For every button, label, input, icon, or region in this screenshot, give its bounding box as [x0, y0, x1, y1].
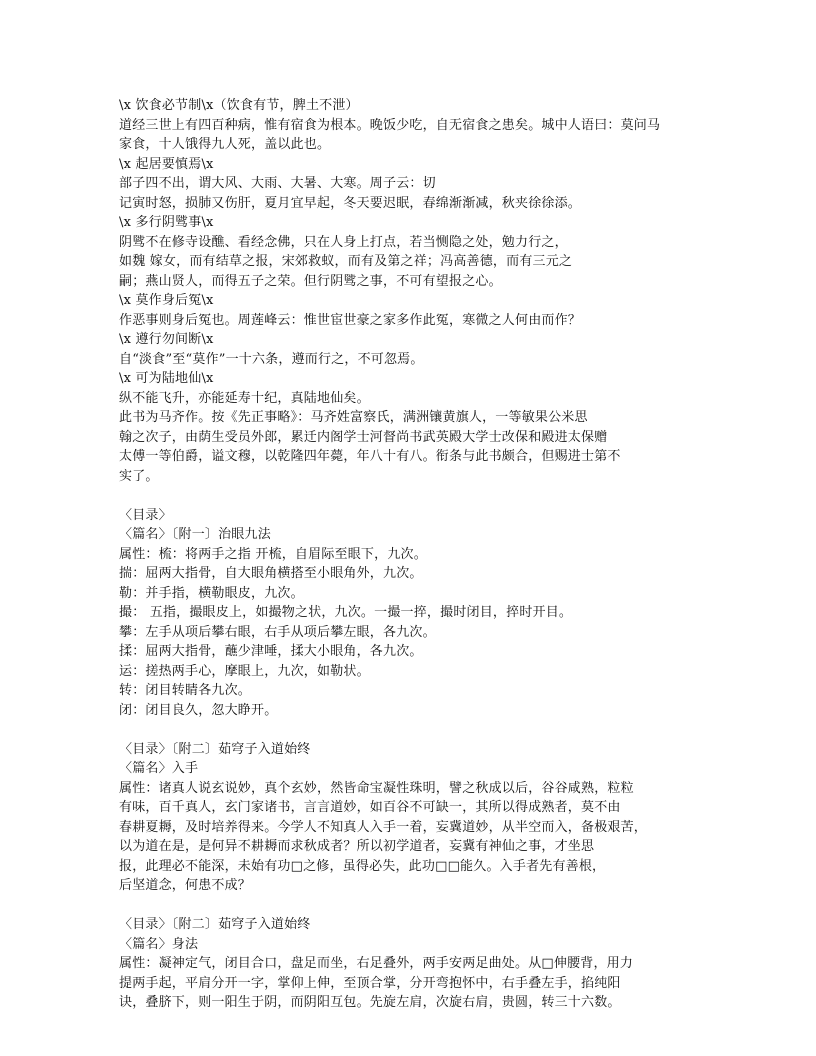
section-heading: \x 多行阴骘事\x: [119, 215, 214, 230]
text-line: 撮： 五指，撮眼皮上，如撮物之状，九次。一撮一捽，撮时闭目，捽时开目。: [119, 605, 573, 620]
text-line: 诀，叠脐下，则一阳生于阴，而阴阳互包。先旋左肩，次旋右肩，贵圆，转三十六数。: [119, 995, 621, 1010]
chapter-title: 〈篇名〉入手: [119, 761, 199, 776]
text-line: 太傅一等伯爵，谥文穆，以乾隆四年薨，年八十有八。衔条与此书颇合，但赐进士第不: [119, 449, 621, 464]
catalog-label: 〈目录〉: [119, 507, 172, 523]
section-heading: \x 莫作身后冤\x: [119, 293, 214, 308]
text-line: 运：搓热两手心，摩眼上，九次，如勒状。: [119, 663, 370, 679]
text-line: 揣：屈两大指骨，自大眼角横搭至小眼角外，九次。: [119, 566, 423, 581]
text-line: 属性：凝神定气，闭目合口，盘足而坐，右足叠外，两手安两足曲处。从□伸腰背，用力: [119, 956, 634, 971]
text-line: 闭：闭目良久，忽大睁开。: [119, 702, 278, 718]
text-line: 报，此理必不能深，未始有功□之修，虽得必失，此功□□能久。入手者先有善根，: [119, 858, 606, 874]
catalog-label: 〈目录〉〔附二〕茹穹子入道始终: [119, 741, 311, 757]
text-line: 纵不能飞升，亦能延寿十纪，真陆地仙矣。: [119, 390, 370, 406]
text-line: 提两手起，平肩分开一字，掌仰上伸，至顶合掌，分开弯抱怀中，右手叠左手，掐纯阳: [119, 975, 621, 991]
section-heading: \x 可为陆地仙\x: [119, 371, 214, 386]
chapter-title: 〈篇名〉〔附一〕治眼九法: [119, 527, 271, 542]
text-line: 转：闭目转睛各九次。: [119, 683, 252, 698]
text-line: 勒：并手指，横勒眼皮，九次。: [119, 585, 304, 601]
text-line: 属性：梳：将两手之指 开梳，自眉际至眼下，九次。: [119, 546, 427, 562]
text-line: 阴骘不在修寺设醮、看经念佛，只在人身上打点，若当恻隐之处，勉力行之，: [119, 234, 568, 250]
text-line: 后坚道念，何患不成？: [119, 878, 252, 893]
paragraph-gap: [119, 486, 709, 506]
text-line: 记寅时怒，损肺又伤肝，夏月宜早起，冬天要迟眠，春绵渐渐减，秋夹徐徐添。: [119, 195, 582, 211]
section-heading: \x 起居要慎焉\x: [119, 156, 214, 172]
text-line: 翰之次子，由荫生受员外郎，累迁内阁学士河督尚书武英殿大学士改保和殿进太保赠: [119, 429, 608, 445]
text-line: 揉：屈两大指骨，蘸少津唾，揉大小眼角，各九次。: [119, 644, 423, 659]
text-section-body-method: [119, 915, 709, 1013]
text-line: 自“淡食”至“莫作”一十六条，遵而行之，不可忽焉。: [119, 351, 424, 367]
text-line: 以为道在是，是何异不耕耨而求秋成者？所以初学道者，妄冀有神仙之事，才坐思: [119, 839, 595, 854]
paragraph-gap: [119, 720, 709, 740]
text-section-entry: [119, 740, 709, 896]
document-page: [119, 96, 709, 1013]
section-heading: \x 饮食必节制\x（饮食有节，脾土不泄）: [119, 98, 359, 113]
text-line: 部子四不出，谓大风、大雨、大暑、大寒。周子云：切: [119, 176, 436, 191]
text-section-eye-exercises: [119, 506, 709, 721]
text-line: 如魏 嫁女，而有结草之报，宋郊救蚁，而有及第之祥；冯高善德，而有三元之: [119, 254, 573, 269]
text-line: 实了。: [119, 468, 159, 484]
text-line: 攀：左手从项后攀右眼，右手从项后攀左眼，各九次。: [119, 624, 436, 640]
chapter-title: 〈篇名〉身法: [119, 936, 199, 952]
text-line: 嗣；燕山贤人，而得五子之荣。但行阴骘之事，不可有望报之心。: [119, 273, 502, 289]
text-line: 作恶事则身后冤也。周莲峰云：惟世宦世豪之家多作此冤，寒微之人何由而作？: [119, 312, 582, 328]
section-heading: \x 遵行勿间断\x: [119, 332, 214, 347]
text-line: 有味，百千真人，玄门家诸书，言言道妙，如百谷不可缺一，其所以得成熟者，莫不由: [119, 800, 621, 815]
text-line: 春耕夏耨，及时培养得来。今学人不知真人入手一着，妄冀道妙，从半空而入，备极艰苦，: [119, 819, 648, 835]
text-line: 家食，十人饿得九人死，盖以此也。: [119, 137, 331, 152]
text-line: 此书为马齐作。按《先正事略》：马齐姓富察氏，满洲镶黄旗人，一等敏果公米思: [119, 410, 588, 425]
text-line: 道经三世上有四百种病，惟有宿食为根本。晚饭少吃，自无宿食之患矣。城中人语曰：莫问马: [119, 117, 661, 133]
text-section-health-maxims: [119, 96, 709, 486]
catalog-label: 〈目录〉〔附二〕茹穹子入道始终: [119, 917, 311, 932]
text-line: 属性：诸真人说玄说妙，真个玄妙，然皆命宝凝性珠明，譬之秋成以后，谷谷咸熟，粒粒: [119, 780, 634, 796]
paragraph-gap: [119, 896, 709, 916]
